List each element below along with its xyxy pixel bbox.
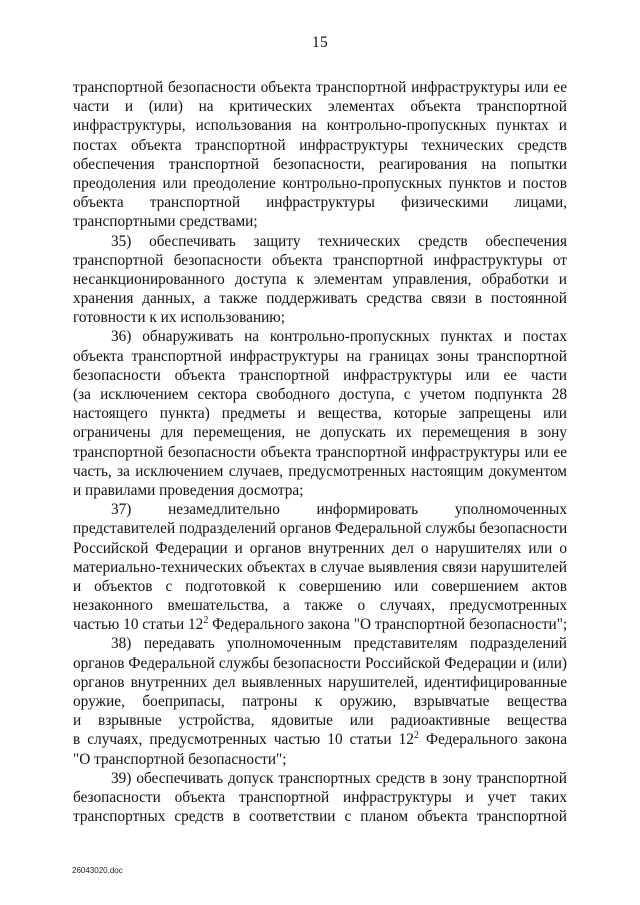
- text-line: [73, 750, 567, 769]
- text-line: [73, 423, 567, 442]
- text-line-main: органов внутренних дел выявленных нарушителей, идентифицированные: [73, 673, 567, 691]
- text-line-main: объекта транспортной инфраструктуры на границах зоны транспортной: [73, 347, 567, 365]
- text-line-main: безопасности объекта транспортной инфраструктуры и учет таких: [73, 788, 567, 806]
- text-line-main: хранения данных, а также поддерживать средства связи в постоянной: [73, 290, 567, 308]
- text-line-main: транспортной безопасности объекта транспортной инфраструктуры от: [73, 251, 567, 269]
- text-line-main: готовности к их использованию;: [73, 309, 285, 327]
- text-line: [73, 711, 567, 730]
- text-line-main: и взрывные устройства, ядовитые или радиоактивные вещества: [73, 712, 567, 730]
- text-line: [73, 807, 567, 826]
- text-line: [73, 654, 567, 673]
- text-line-main: постах объекта транспортной инфраструктуры технических средств: [73, 136, 567, 154]
- text-line-main: "О транспортной безопасности";: [73, 750, 287, 768]
- text-line: [73, 615, 567, 634]
- text-line: [73, 462, 567, 481]
- text-line-main: 38) передавать уполномоченным представителям подразделений: [111, 635, 567, 653]
- text-line-main: 37) незамедлительно информировать уполномоченных: [111, 501, 567, 519]
- text-line-main: материально-технических объектах в случае выявления связи нарушителей: [73, 558, 567, 576]
- text-line: [73, 366, 567, 385]
- text-line-main: преодоления или преодоление контрольно-пропускных пунктов и постов: [73, 174, 567, 192]
- text-line-main: 35) обеспечивать защиту технических средств обеспечения: [111, 232, 567, 250]
- text-line-main: и объектов с подготовкой к совершению или совершением актов: [73, 577, 567, 595]
- text-line-main: (за исключением сектора свободного доступа, с учетом подпункта 28: [73, 386, 567, 403]
- text-line: [73, 673, 567, 692]
- text-line-main: 39) обеспечивать допуск транспортных средств в зону транспортной: [111, 769, 567, 787]
- text-line-main: незаконного вмешательства, а также о случаях, предусмотренных: [73, 597, 567, 615]
- superscript: 2: [203, 615, 209, 627]
- text-line: [73, 634, 567, 653]
- text-line: [73, 97, 567, 116]
- text-line: [73, 519, 567, 538]
- text-line-main: часть, за исключением случаев, предусмотренных настоящим документом: [73, 462, 567, 480]
- text-line-main: в случаях, предусмотренных частью 10 статьи 12: [73, 731, 414, 749]
- text-line-main: органов Федеральной службы безопасности Российской Федерации и (или): [73, 654, 567, 672]
- text-line: [73, 155, 567, 174]
- text-line-continuation: Федерального закона: [418, 731, 567, 749]
- text-line: [73, 769, 567, 788]
- text-line: [73, 385, 567, 404]
- text-line: [73, 327, 567, 346]
- text-line-main: транспортными средствами;: [73, 213, 258, 231]
- text-line-main: части и (или) на критических элементах объекта транспортной: [73, 98, 567, 116]
- text-line-main: обеспечения транспортной безопасности, реагирования на попытки: [73, 155, 567, 173]
- text-line: [73, 730, 567, 749]
- text-line-main: объекта транспортной инфраструктуры физическими лицами,: [73, 194, 567, 212]
- text-line: [73, 788, 567, 807]
- text-line: [73, 558, 567, 577]
- text-line: [73, 174, 567, 193]
- page-number: 15: [311, 34, 329, 51]
- text-line-main: представителей подразделений органов Федеральной службы безопасности: [73, 520, 568, 538]
- text-line-main: ограничены для перемещения, не допускать их перемещения в зону: [73, 424, 567, 442]
- text-line-main: транспортной безопасности объекта транспортной инфраструктуры или ее: [73, 79, 567, 96]
- text-line-main: транспортной безопасности объекта транспортной инфраструктуры или ее: [73, 443, 567, 461]
- text-line: [73, 270, 567, 289]
- text-line: [73, 212, 567, 231]
- text-line: [73, 443, 567, 462]
- body-text: [73, 78, 567, 826]
- text-line-continuation: Федерального закона "О транспортной безопасности";: [208, 616, 568, 634]
- text-line-main: Российской Федерации и органов внутренних дел о нарушителях или о: [73, 539, 567, 557]
- text-line: [73, 692, 567, 711]
- text-line: [73, 232, 567, 251]
- text-line: [73, 347, 567, 366]
- text-line: [73, 289, 567, 308]
- text-line-main: оружие, боеприпасы, патроны к оружию, взрывчатые вещества: [73, 693, 567, 710]
- text-line-main: безопасности объекта транспортной инфраструктуры или ее части: [73, 366, 567, 384]
- text-line-main: несанкционированного доступа к элементам управления, обработки и: [73, 270, 567, 288]
- text-line: [73, 500, 567, 519]
- text-line: [73, 308, 567, 327]
- text-line: [73, 539, 567, 558]
- text-line-main: 36) обнаруживать на контрольно-пропускных пунктах и постах: [111, 328, 567, 346]
- text-line: [73, 193, 567, 212]
- text-line-main: настоящего пункта) предметы и вещества, которые запрещены или: [73, 405, 567, 423]
- text-line-main: транспортных средств в соответствии с планом объекта транспортной: [73, 808, 567, 826]
- text-line-main: частью 10 статьи 12: [73, 616, 204, 634]
- text-line: [73, 596, 567, 615]
- text-line-main: инфраструктуры, использования на контрольно-пропускных пунктах и: [73, 117, 567, 135]
- text-line: [73, 136, 567, 155]
- text-line: [73, 404, 567, 423]
- text-line: [73, 78, 567, 97]
- text-line: [73, 577, 567, 596]
- text-line: [73, 481, 567, 500]
- text-line: [73, 251, 567, 270]
- text-line-main: и правилами проведения досмотра;: [73, 481, 304, 499]
- footer-filename: 26043020.doc: [72, 866, 123, 875]
- text-line: [73, 116, 567, 135]
- superscript: 2: [413, 730, 419, 742]
